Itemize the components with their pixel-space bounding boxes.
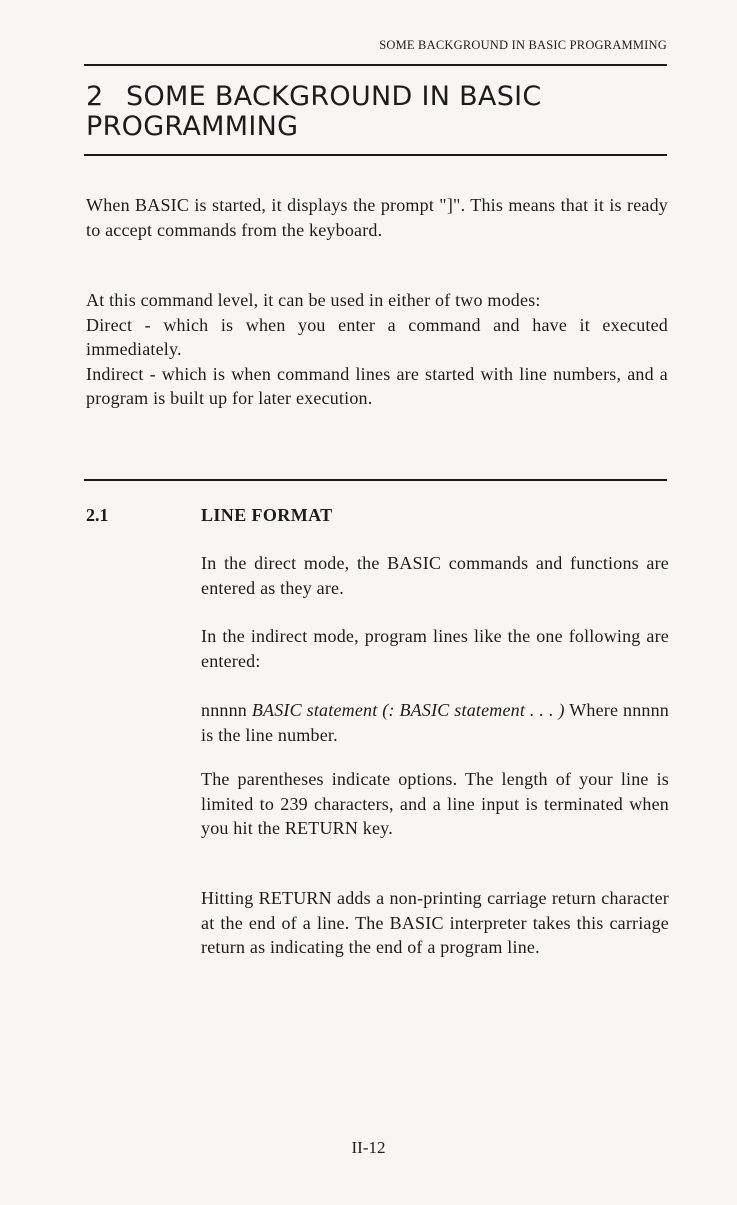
- syntax-statement: BASIC statement (: BASIC statement . . . ): [251, 700, 565, 720]
- parentheses-paragraph: The parentheses indicate options. The length of your line is limited to 239 characters, and a line input is terminated when you hit the RETURN key.: [201, 769, 669, 838]
- command-modes-block: [86, 288, 668, 411]
- chapter-title: [86, 82, 666, 142]
- section-number: 2.1: [86, 505, 109, 525]
- section-title: LINE FORMAT: [201, 505, 333, 525]
- section-rule: [84, 479, 667, 481]
- chapter-number: 2: [86, 81, 104, 112]
- line-syntax: [201, 698, 669, 747]
- direct-mode-description: Direct - which is when you enter a command and have it executed immediately.: [86, 314, 668, 359]
- return-key-paragraph: Hitting RETURN adds a non-printing carriage return character at the end of a line. The BASIC interpreter takes this carriage return as indicating the end of a program line.: [201, 888, 669, 957]
- running-header: SOME BACKGROUND IN BASIC PROGRAMMING: [379, 38, 667, 52]
- page-number: II-12: [351, 1138, 386, 1157]
- indirect-mode-paragraph: In the indirect mode, program lines like the one following are entered:: [201, 626, 669, 671]
- chapter-title-rule: [84, 154, 667, 156]
- syntax-suffix: Where nnnnn is the line number.: [201, 700, 669, 745]
- modes-intro: At this command level, it can be used in either of two modes:: [86, 290, 541, 310]
- intro-paragraph: When BASIC is started, it displays the prompt "]". This means that it is ready to accept commands from the keyboard.: [86, 195, 668, 240]
- header-rule: [84, 64, 667, 66]
- indirect-mode-description: Indirect - which is when command lines are started with line numbers, and a program is built up for later execution.: [86, 363, 668, 408]
- direct-mode-paragraph: In the direct mode, the BASIC commands and functions are entered as they are.: [201, 553, 669, 598]
- syntax-prefix: nnnnn: [201, 700, 247, 720]
- chapter-title-line1: SOME BACKGROUND IN BASIC: [126, 81, 542, 112]
- chapter-title-line2: PROGRAMMING: [86, 111, 299, 142]
